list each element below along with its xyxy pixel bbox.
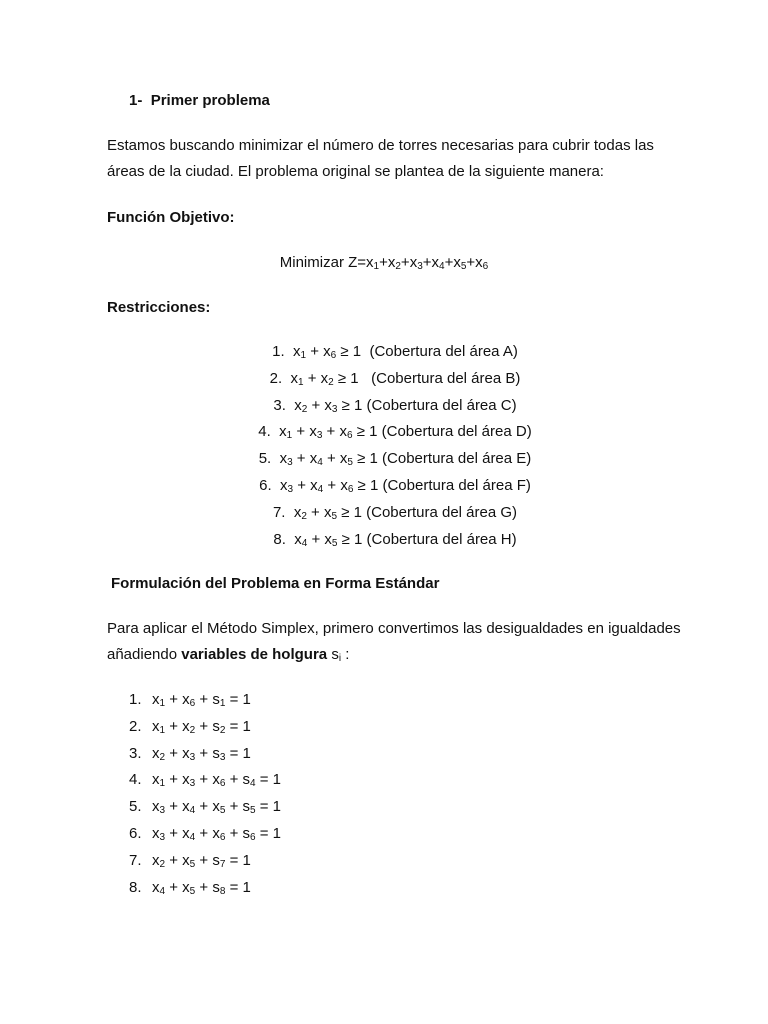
variable: $x_2$ <box>294 396 308 415</box>
variable: $s_2$ <box>212 717 226 736</box>
list-number: 3. <box>129 744 142 762</box>
variable: $x_4$ <box>182 798 196 817</box>
list-number: 5. <box>129 798 142 816</box>
restriction-description: (Cobertura del área E) <box>382 450 532 468</box>
variable: $x_6$ <box>212 825 226 843</box>
list-number: 8. <box>129 878 142 896</box>
standard-form-paragraph <box>107 616 687 667</box>
variable: $x_2$ <box>152 851 166 870</box>
variable: $x_2$ <box>293 503 307 522</box>
variable: $x_3$ <box>409 254 423 272</box>
variable: $x_4$ <box>294 530 308 549</box>
variable: $x_3$ <box>309 423 323 442</box>
variable: $s_4$ <box>242 771 256 790</box>
variable: $s_7$ <box>212 851 226 870</box>
variable: $s_6$ <box>242 825 256 843</box>
restriction-item: 3. $x_2 + x_3 \ge 1$ (Cobertura del área C) <box>273 396 517 415</box>
objective-prefix: Minimizar Z= <box>279 254 367 271</box>
list-number: 2. <box>269 369 291 387</box>
variable: $x_5$ <box>182 878 196 897</box>
list-number: 4. <box>129 771 142 789</box>
list-number: 4. <box>258 423 280 441</box>
list-number: 8. <box>273 530 295 548</box>
variable: $x_3$ <box>279 477 294 495</box>
variable: $x_5$ <box>324 530 338 549</box>
variable: $x_5$ <box>182 851 196 870</box>
variable: $x_2$ <box>152 744 166 763</box>
variable: $s_5$ <box>242 798 256 817</box>
variable: $s_8$ <box>212 878 226 897</box>
variable: $x_6$ <box>340 477 354 495</box>
slack-variable: $s_i$ <box>331 645 342 664</box>
variable: $x_6$ <box>323 343 337 361</box>
variable: $x_5$ <box>212 798 226 817</box>
variable: $x_6$ <box>475 254 489 272</box>
variable: $x_5$ <box>453 254 467 272</box>
variable: $x_5$ <box>339 450 353 469</box>
variable: $x_1$ <box>152 691 166 709</box>
variable: $x_1$ <box>152 771 166 790</box>
restriction-description: (Cobertura del área D) <box>381 423 532 441</box>
restriction-item: 7. $x_2 + x_5 \ge 1$ (Cobertura del área G) <box>272 503 518 522</box>
restriction-description: (Cobertura del área C) <box>366 396 517 414</box>
restriction-item: 8. $x_4 + x_5 \ge 1$ (Cobertura del área H) <box>273 530 517 549</box>
restriction-item: 2. $x_1 + x_2 \ge 1$ (Cobertura del área B) <box>269 369 521 388</box>
list-number: 6. <box>259 477 280 494</box>
intro-paragraph: Estamos buscando minimizar el número de torres necesarias para cubrir todas las áreas de la ciudad. El problema original se plantea de la siguiente manera: <box>107 137 654 180</box>
equation-item: 7. $x_2 + x_5 + s_7 = 1$ <box>129 851 251 870</box>
equation-item: 5. $x_3 + x_4 + x_5 + s_5 = 1$ <box>129 798 282 817</box>
variable: $s_3$ <box>212 744 226 763</box>
variable: $x_1$ <box>152 717 166 736</box>
equation-item: 3. $x_2 + x_3 + s_3 = 1$ <box>129 744 251 763</box>
variable: $x_2$ <box>387 254 401 272</box>
restriction-description: (Cobertura del área B) <box>371 369 521 387</box>
list-number: 7. <box>272 503 294 521</box>
variable: $x_3$ <box>152 798 166 817</box>
variable: $x_6$ <box>212 771 226 790</box>
variable: $x_3$ <box>279 450 293 469</box>
list-number: 1. <box>129 691 142 708</box>
variable: $x_1$ <box>366 254 380 272</box>
equation-item: 1. $x_1 + x_6 + s_1 = 1$ <box>129 691 251 709</box>
standard-form-heading: Formulación del Problema en Forma Estándar <box>111 575 440 592</box>
list-number: 1. <box>272 343 293 360</box>
variable: $x_3$ <box>182 744 196 763</box>
equation-item: 8. $x_4 + x_5 + s_8 = 1$ <box>129 878 251 897</box>
variable: $x_2$ <box>320 369 334 388</box>
list-number: 2. <box>129 717 142 735</box>
restriction-description: (Cobertura del área F) <box>382 477 531 494</box>
restriction-item: 1. $x_1 + x_6 \ge 1$ (Cobertura del área A) <box>272 343 518 361</box>
list-number: 5. <box>258 450 280 468</box>
variable: $x_4$ <box>310 477 324 495</box>
paragraph-text: Para aplicar el Método Simplex, primero convertimos las desigualdades en igualdades añadiendo <box>107 620 681 663</box>
variable: $x_6$ <box>182 691 196 709</box>
objective-terms: $x_1+x_2+x_3+x_4+x_5+x_6$ <box>366 254 489 272</box>
variable: $x_5$ <box>323 503 338 522</box>
paragraph-bold-text: variables de holgura <box>181 645 328 663</box>
variable: $x_1$ <box>290 369 304 388</box>
restriction-item: 5. $x_3 + x_4 + x_5 \ge 1$ (Cobertura del área E) <box>258 450 532 469</box>
restriction-item: 4. $x_1 + x_3 + x_6 \ge 1$ (Cobertura del área D) <box>258 423 532 442</box>
variable: $x_3$ <box>182 771 196 790</box>
restriction-description: (Cobertura del área G) <box>366 503 518 521</box>
objective-label: Función Objetivo: <box>107 209 235 226</box>
variable: $x_4$ <box>309 450 323 469</box>
list-number: 7. <box>129 851 142 869</box>
heading-number: 1- <box>129 92 143 109</box>
objective-function <box>0 254 768 271</box>
variable: $s_1$ <box>212 691 226 709</box>
variable: $x_4$ <box>152 878 166 897</box>
section-heading-1 <box>129 92 270 109</box>
variable: $x_4$ <box>182 825 196 843</box>
restriction-description: (Cobertura del área H) <box>366 530 517 548</box>
equation-item: 2. $x_1 + x_2 + s_2 = 1$ <box>129 717 251 736</box>
restrictions-label: Restricciones: <box>107 299 211 316</box>
variable: $x_1$ <box>292 343 307 361</box>
list-number: 6. <box>129 825 142 842</box>
variable: $x_2$ <box>182 717 196 736</box>
variable: $x_1$ <box>279 423 293 442</box>
variable: $x_4$ <box>431 254 445 272</box>
equation-item: 6. $x_3 + x_4 + x_6 + s_6 = 1$ <box>129 825 282 843</box>
variable: $x_3$ <box>152 825 166 843</box>
paragraph-end: : <box>341 645 350 663</box>
list-number: 3. <box>273 396 295 414</box>
variable: $x_3$ <box>324 396 338 415</box>
heading-title: Primer problema <box>150 92 270 109</box>
restriction-description: (Cobertura del área A) <box>369 343 518 360</box>
equation-item: 4. $x_1 + x_3 + x_6 + s_4 = 1$ <box>129 771 282 790</box>
restriction-item: 6. $x_3 + x_4 + x_6 \ge 1$ (Cobertura del área F) <box>259 477 531 495</box>
variable: $x_6$ <box>339 423 353 442</box>
